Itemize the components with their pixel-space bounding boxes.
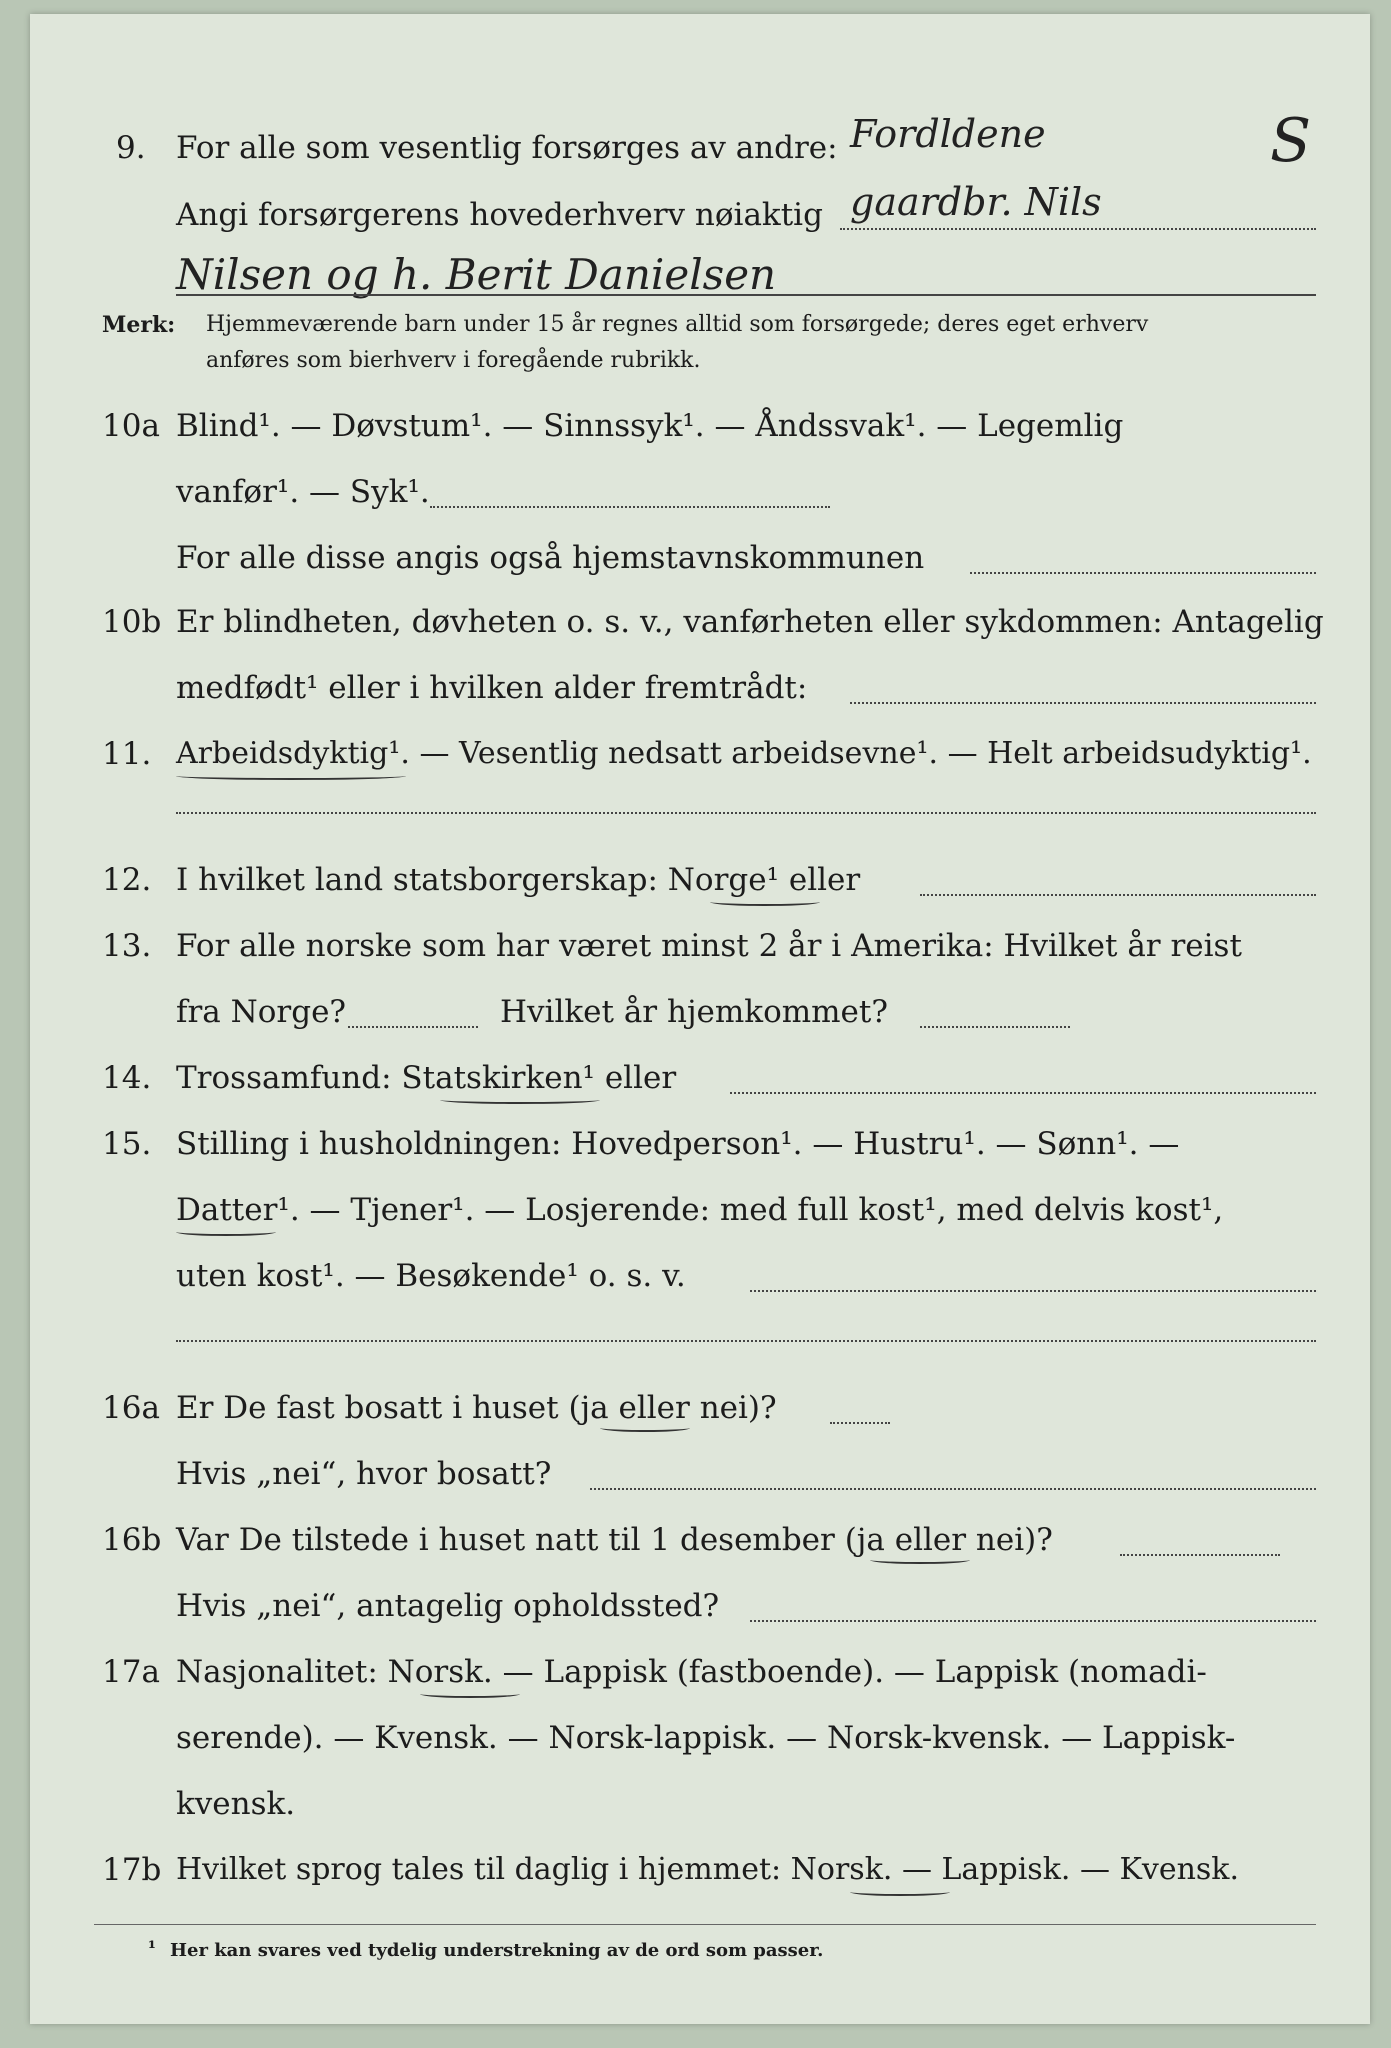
question-10b-text-1: Er blindheten, døvheten o. s. v., vanførheten eller sykdommen: Antagelig: [176, 604, 1324, 640]
question-14-text: Trossamfund: Statskirken¹ eller: [176, 1060, 677, 1096]
footnote-mark: ¹: [148, 1938, 156, 1959]
answer-line: [920, 894, 1316, 896]
answer-line: [750, 1290, 1316, 1292]
question-17a-text-3: kvensk.: [176, 1786, 296, 1822]
question-17a-number: 17a: [102, 1654, 160, 1690]
question-13-text-2b: Hvilket år hjemkommet?: [500, 994, 888, 1030]
question-13-text-1: For alle norske som har været minst 2 år i Amerika: Hvilket år reist: [176, 928, 1242, 964]
question-15-text-3: uten kost¹. — Besøkende¹ o. s. v.: [176, 1258, 686, 1294]
question-9-text: For alle som vesentlig forsørges av andre:: [176, 130, 838, 166]
answer-underline: [850, 1888, 950, 1896]
handwritten-occupation: gaardbr. Nils: [850, 180, 1102, 224]
question-10a-number: 10a: [102, 408, 160, 444]
footnote-text: Her kan svares ved tydelig understrekning av de ord som passer.: [170, 1940, 824, 1961]
question-15-text-2: Datter¹. — Tjener¹. — Losjerende: med full kost¹, med delvis kost¹,: [176, 1192, 1224, 1228]
answer-line: [730, 1092, 1316, 1094]
question-13-text-2a: fra Norge?: [176, 994, 347, 1030]
answer-line: [920, 1026, 1070, 1028]
answer-line: [750, 1620, 1316, 1622]
question-17b-text: Hvilket sprog tales til daglig i hjemmet: Norsk. — Lappisk. — Kvensk.: [176, 1852, 1240, 1887]
answer-underline: [870, 1556, 970, 1564]
answer-line: [590, 1488, 1316, 1490]
question-12-text: I hvilket land statsborgerskap: Norge¹ eller: [176, 862, 861, 898]
footnote-divider: [94, 1924, 1316, 1925]
answer-line: [850, 702, 1316, 704]
question-17a-text-2: serende). — Kvensk. — Norsk-lappisk. — Norsk-kvensk. — Lappisk-: [176, 1720, 1236, 1756]
question-16b-text-1: Var De tilstede i huset natt til 1 desember (ja eller nei)?: [176, 1522, 1053, 1558]
answer-line: [176, 294, 1316, 296]
answer-line: [1120, 1554, 1280, 1556]
question-11-text: Arbeidsdyktig¹. — Vesentlig nedsatt arbeidsevne¹. — Helt arbeidsudyktig¹.: [176, 736, 1312, 771]
question-17b-number: 17b: [102, 1852, 162, 1888]
question-14-number: 14.: [102, 1060, 152, 1096]
question-16a-text-1: Er De fast bosatt i huset (ja eller nei)?: [176, 1390, 777, 1426]
answer-underline: [600, 1424, 690, 1432]
answer-line: [348, 1026, 478, 1028]
answer-underline: [176, 772, 406, 780]
answer-underline: [420, 1690, 520, 1698]
note-text-2: anføres som bierhverv i foregående rubrikk.: [206, 348, 701, 373]
note-text-1: Hjemmeværende barn under 15 år regnes alltid som forsørgede; deres eget erhverv: [206, 312, 1149, 337]
question-10a-text-1: Blind¹. — Døvstum¹. — Sinnssyk¹. — Åndssvak¹. — Legemlig: [176, 408, 1124, 444]
question-10b-text-2: medfødt¹ eller i hvilken alder fremtrådt:: [176, 670, 808, 706]
question-16b-text-2: Hvis „nei“, antagelig opholdssted?: [176, 1588, 720, 1624]
question-10b-number: 10b: [102, 604, 162, 640]
answer-line: [970, 572, 1316, 574]
answer-line: [176, 1340, 1316, 1342]
question-16b-number: 16b: [102, 1522, 162, 1558]
census-form-page: [30, 14, 1370, 2024]
answer-line: [430, 506, 830, 508]
question-15-number: 15.: [102, 1126, 152, 1162]
question-10a-text-3: For alle disse angis også hjemstavnskommunen: [176, 540, 925, 576]
question-16a-number: 16a: [102, 1390, 160, 1426]
note-label: Merk:: [102, 312, 176, 338]
question-11-number: 11.: [102, 736, 152, 772]
answer-underline: [176, 1228, 276, 1236]
question-9-occupation-label: Angi forsørgerens hovederhverv nøiaktig: [176, 197, 823, 233]
handwritten-supporters: Fordldene: [850, 112, 1046, 156]
question-16a-text-2: Hvis „nei“, hvor bosatt?: [176, 1456, 552, 1492]
question-17a-text-1: Nasjonalitet: Norsk. — Lappisk (fastboende). — Lappisk (nomadi-: [176, 1654, 1207, 1690]
answer-line: [840, 228, 1316, 230]
answer-line: [176, 812, 1316, 814]
answer-underline: [440, 1096, 600, 1104]
question-13-number: 13.: [102, 928, 152, 964]
question-9-number: 9.: [116, 130, 146, 166]
question-15-text-1: Stilling i husholdningen: Hovedperson¹. — Hustru¹. — Sønn¹. —: [176, 1126, 1180, 1162]
answer-underline: [710, 898, 820, 906]
handwritten-names: Nilsen og h. Berit Danielsen: [176, 250, 777, 299]
question-12-number: 12.: [102, 862, 152, 898]
answer-line: [830, 1422, 890, 1424]
question-10a-text-2: vanfør¹. — Syk¹.: [176, 474, 430, 510]
handwritten-mark: S: [1270, 106, 1312, 176]
